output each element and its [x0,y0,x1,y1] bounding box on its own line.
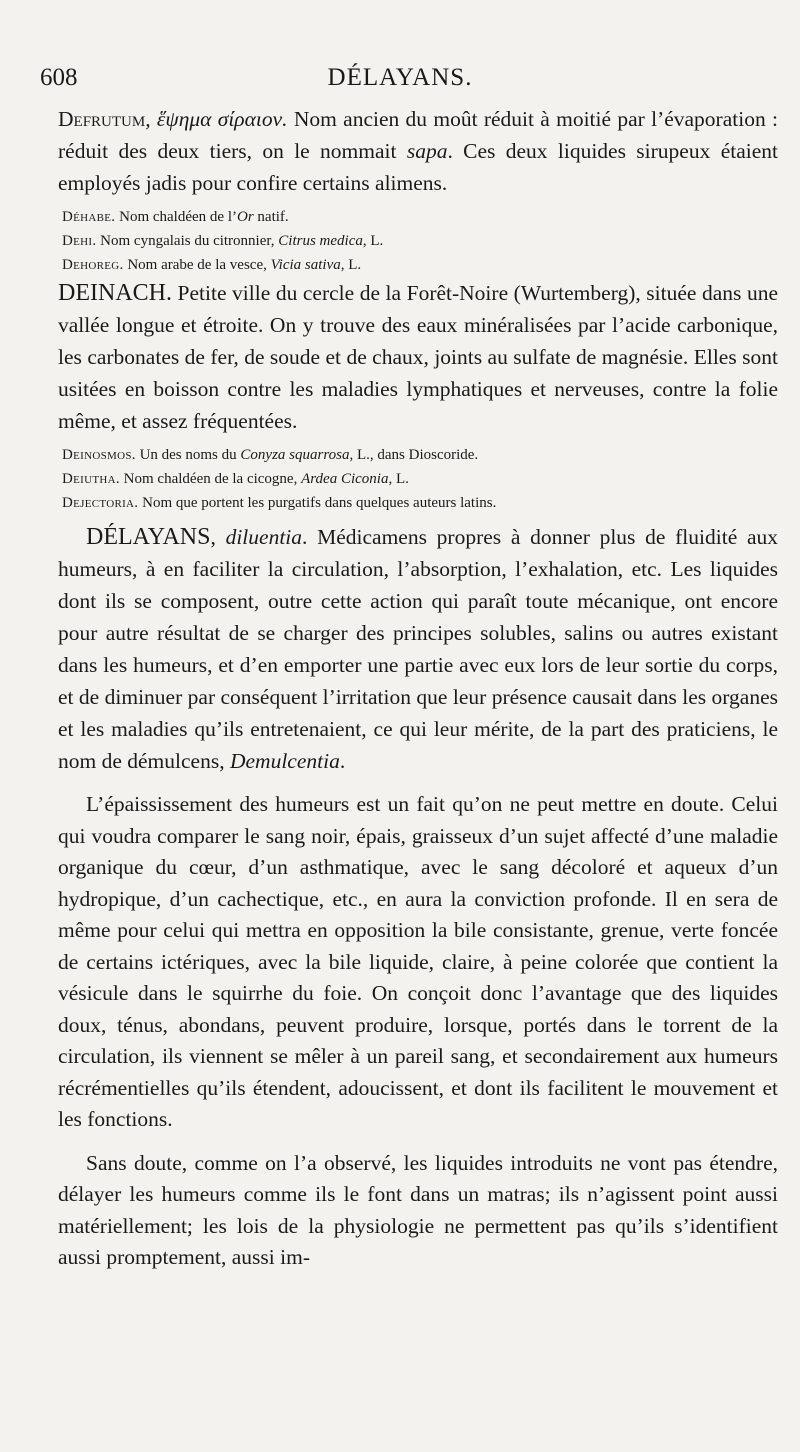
entry-headword: DEINACH. [58,280,172,306]
entry-text: Un des noms du [135,447,241,463]
entry-term: Conyza squarrosa [240,447,350,463]
entry-text: Nom ancien du moût réduit à moitié par l’évaporation : réduit des deux tiers, on le nommait [58,107,778,163]
entry-text: Nom cyngalais du citronnier, [96,233,279,249]
entry-dehi [62,229,778,253]
greek-term: , ἕψημα σίραιον. [145,107,288,131]
entry-defrutum [58,103,778,199]
entry-deinach [58,277,778,437]
entry-term: Ardea Ciconia [301,471,389,487]
entry-dejectoria [62,491,778,515]
entry-deiutha [62,467,778,491]
body-paragraph: Sans doute, comme on l’a observé, les liquides introduits ne vont pas étendre, délayer les humeurs comme ils le font dans un matras; ils n’agissent point aussi matériellement; les lois de la physiologie ne permettent pas qu’ils s’identifient aussi promptement, aussi im- [58,1150,778,1269]
entry-headword: Defrutum [58,107,146,131]
entry-text-2: , L. [388,471,409,487]
entry-deinosmos [62,443,778,467]
page-header [40,64,760,104]
body-paragraph: L’épaississement des humeurs est un fait qu’on ne peut mettre en doute. Celui qui voudra comparer le sang noir, épais, graisseux d’un sujet affecté d’une maladie organique du cœur, d’un asthmatique, avec le sang décoloré et aqueux d’un hydropique, d’un cachectique, etc., en aura la conviction profonde. Il en sera de même pour celui qui mettra en opposition la bile consistante, grenue, verte foncée de certains ictériques, avec la bile liquide, claire, à peine colorée que contient la vésicule dans le squirrhe du foie. On conçoit donc l’avantage que des liquides doux, ténus, abondans, peuvent produire, lorsque, portés dans le torrent de la circulation, ils viennent se mêler à un pareil sang, et secondairement aux humeurs récrémentielles qu’ils étendent, adoucissent, et dont ils facilitent le mouvement et les fonctions. [58,792,778,1131]
entry-term: Demulcentia [229,749,340,773]
entry-text: Nom que portent les purgatifs dans quelques auteurs latins. [138,495,497,511]
entry-headword: Deinosmos. [62,447,136,463]
entry-text-2: . Ces deux liquides sirupeux étaient employés jadis pour confire certains alimens. [58,139,778,195]
entry-dehabe [62,205,778,229]
page-content [58,103,778,1274]
entry-text: Nom arabe de la vesce, [123,257,271,273]
entry-headword: Dejectoria. [62,495,139,511]
spacer [58,1136,778,1148]
spacer [58,777,778,789]
entry-headword: Dehoreg. [62,257,124,273]
running-head: DÉLAYANS. [327,64,473,91]
entry-text-2: , L., dans Dioscoride. [349,447,479,463]
entry-headword: Déhabe. [62,209,116,225]
entry-headword: Dehi. [62,233,97,249]
entry-term: Citrus medica [278,233,363,249]
entry-text-2: . [339,749,346,773]
entry-delayans: DÉLAYANS, diluentia. Médicamens propres à donner plus de fluidité aux humeurs, à en faciliter la circulation, l’absorption, l’exhalation, etc. Les liquides dont ils se composent, outre cette action qui paraît toute mécanique, ont encore pour autre résultat de se charger des principes solubles, salins ou autres existant dans les humeurs, et d’en emporter une partie avec eux lors de leur sortie du corps, et de diminuer par conséquent l’irritation que leur présence causait dans les organes et les maladies qu’ils entretenaient, ce qui leur mérite, de la part des praticiens, le nom de démulcens, Demulcentia. [58,524,779,773]
entry-text: Nom chaldéen de l’ [115,209,237,225]
entry-text-2: , L. [362,233,384,249]
entry-headword: DÉLAYANS [86,524,211,550]
entry-text: . Médicamens propres à donner plus de fluidité aux humeurs, à en faciliter la circulation, l’absorption, l’exhalation, etc. Les liquides dont ils se composent, outre cette action qui paraît toute mécanique, ont encore pour autre résultat de se charger des principes solubles, salins ou autres existant dans les humeurs, et d’en emporter une partie avec eux lors de leur sortie du corps, et de diminuer par conséquent l’irritation que leur présence causait dans les organes et les maladies qu’ils entretenaient, ce qui leur mérite, de la part des praticiens, le nom de démulcens, [58,525,779,773]
entry-headword: Deiutha. [62,471,120,487]
entry-text-2: , L. [340,257,362,273]
entry-text-2: natif. [253,209,289,225]
entry-dehoreg [62,253,778,277]
entry-term: Or [236,209,254,225]
entry-term: sapa [406,139,448,163]
entry-text: Nom chaldéen de la cicogne, [119,471,302,487]
page-number: 608 [40,64,78,91]
entry-latin: diluentia [225,525,303,549]
entry-term: Vicia sativa [270,257,341,273]
entry-text: Petite ville du cercle de la Forêt-Noire (Wurtemberg), située dans une vallée longue et étroite. On y trouve des eaux minéralisées par l’acide carbonique, les carbonates de fer, de soude et de chaux, joints au sulfate de magnésie. Elles sont usitées en boisson contre les maladies lymphatiques et nerveuses, contre la folie même, et assez fréquentées. [58,281,778,433]
